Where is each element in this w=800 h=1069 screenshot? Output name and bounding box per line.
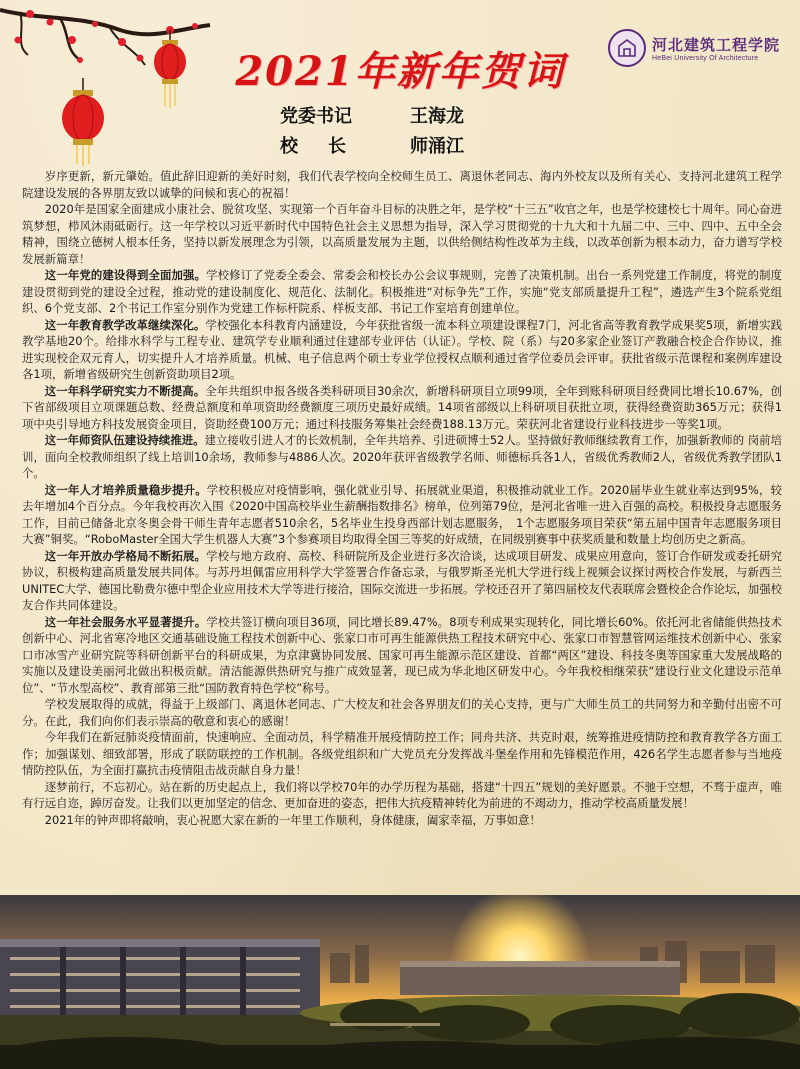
paragraph-text: 学校积极应对疫情影响，强化就业引导、拓展就业渠道，积极推动就业工作。2020届毕业生就业率达到95%，较去年增加4个百分点。今年我校再次入围《2020中国高校毕业生薪酬指数排名》榜单，位列第79位，是河北省唯一进入百强的高校。积极投身志愿服务工作，目前已储备北京冬奥会骨干师生青年志愿者510余名，5名毕业生投身西部计划志愿服务， 1个志愿服务项目荣获“第五届中国青年志愿服务项目大赛”铜奖。“RoboMaster全国大学生机器人大赛”3个参赛项目均取得全国三等奖的好成绩，在同级别赛事中获奖质量和数量上均创历史之新高。 <box>22 482 782 546</box>
paragraph: 2021年的钟声即将敲响，衷心祝愿大家在新的一年里工作顺利，身体健康，阖家幸福，万事如意！ <box>44 812 541 827</box>
lantern-icon <box>150 30 190 110</box>
paragraph <box>22 317 782 383</box>
paragraph-text: 学校共签订横向项目36项，同比增长89.47%。8项专利成果实现转化，同比增长60%。依托河北省储能供热技术创新中心、河北省寒冷地区交通基础设施工程技术创新中心、张家口市可再生能源供热工程技术研究中心、张家口市智慧管网运维技术创新中心、张家口市冰雪产业研究院等科研创新平台的科研成果，为京津冀协同发展、国家可再生能源示范区建设、首都“两区”建设、科技冬奥等国家重大发展战略的实施以及建设美丽河北做出积极贡献。清洁能源供热研究与推广成效显著，现已成为华北地区研发中心。今年我校相继荣获“建设行业文化建设示范单位”、“节水型高校”、教育部第三批“国防教育特色学校”称号。 <box>22 614 782 695</box>
signer-name: 王海龙 <box>410 106 464 127</box>
signer-president <box>280 130 540 160</box>
paragraph-text: 全年共组织申报各级各类科研项目30余次，新增科研项目立项99项，全年到账科研项目经费同比增长10.67%，创下省部级项目立项课题总数、经费总额度和单项资助经费额度三项历史最好成绩。14项省部级以上科研项目获批立项，获得经费资助365万元；获得1项中央引导地方科技发展资金项目，资助经费100万元；通过科技服务筹集社会经费188.13万元。荣获河北省建设行业科技进步一等奖1项。 <box>22 383 782 431</box>
paragraph-text: 学校强化本科教育内涵建设，今年获批省级一流本科立项建设课程7门，河北省高等教育教学成果奖5项，新增实践教学基地20个。给排水科学与工程专业、建筑学专业顺利通过住建部专业评估（认证）。学校、院（系）与20多家企业签订产教融合校企合作协议，推进实现校企双元育人，切实提升人才培养质量。机械、电子信息两个硕士专业学位授权点顺利通过省学位委员会评审。获批省级示范课程和案例库建设各1项，新增省级研究生创新资助项目2项。 <box>22 317 782 381</box>
page-title: 2021年新年贺词 <box>235 48 565 95</box>
paragraph <box>22 383 782 433</box>
signer-party-secretary <box>280 100 540 130</box>
paragraph-lead: 这一年党的建设得到全面加强。 <box>44 268 207 282</box>
paragraph-lead: 这一年师资队伍建设持续推进。 <box>44 433 205 447</box>
paragraph <box>22 548 782 614</box>
paragraph-lead: 这一年人才培养质量稳步提升。 <box>44 482 207 497</box>
paragraph-text: 学校与地方政府、高校、科研院所及企业进行多次洽谈，达成项目研发、成果应用意向，签订合作研发或委托研究协议，积极构建高质量发展共同体。与苏丹坦佩雷应用科学大学签署合作备忘录，与俄罗斯圣光机大学进行线上视频会议探讨两校合作发展，与新西兰UNITEC大学、德国比勒费尔德中型企业应用技术大学等进行接洽，国际交流进一步拓展。学校还召开了第四届校友代表联席会暨校企合作论坛，加强校友合作共同体建设。 <box>22 548 782 612</box>
plum-branch-icon <box>0 0 230 160</box>
paragraph-lead: 这一年教育教学改革继续深化。 <box>44 317 206 332</box>
paragraph-lead: 这一年开放办学格局不断拓展。 <box>44 548 207 563</box>
paragraph: 逐梦前行，不忘初心。站在新的历史起点上，我们将以学校70年的办学历程为基础，搭建“十四五”规划的美好愿景。不驰于空想，不骛于虚声，唯有行远自迩，踔厉奋发。让我们以更加坚定的信念、更加奋进的姿态，把伟大抗疫精神转化为前进的不竭动力，推动学校高质量发展！ <box>22 779 782 810</box>
paragraph <box>22 432 782 482</box>
signer-name: 师涌江 <box>410 136 464 157</box>
paragraph: 2020年是国家全面建成小康社会、脱贫攻坚、实现第一个百年奋斗目标的决胜之年，是学校“十三五”收官之年，也是学校建校七十周年。同心奋进筑梦想，栉风沐雨砥砺行。这一年学校以习近平新时代中国特色社会主义思想为指导，深入学习贯彻党的十九大和十九届二中、三中、四中、五中全会精神，围绕立德树人根本任务，坚持以新发展理念为引领，以高质量发展为主题，以供给侧结构性改革为主线，以改革创新为根本动力，奋力谱写学校发展新篇章！ <box>22 202 782 266</box>
logo-chinese-name: 河北建筑工程学院 <box>652 36 781 54</box>
paragraph: 今年我们在新冠肺炎疫情面前，快速响应、全面动员，科学精准开展疫情防控工作；同舟共济、共克时艰，统筹推进疫情防控和教育教学各方面工作；加强谋划、细致部署，形成了联防联控的工作机制。各级党组织和广大党员充分发挥战斗堡垒作用和先锋模范作用，426名学生志愿者参与当地疫情防控队伍，为全面打赢抗击疫情阻击战贡献自身力量！ <box>22 730 782 777</box>
paragraph-text: 建立接收引进人才的长效机制，全年共培养、引进硕博士52人。坚持做好教师继续教育工作，加强新教师的 岗前培训，面向全校教师组织了线上培训10余场，教师参与4886人次。2020年获评省级教学名师、师德标兵各1人，省级优秀教师2人，省级优秀教学团队1个。 <box>22 433 782 480</box>
paragraph-text: 学校修订了党委全委会、常委会和校长办公会议事规则，完善了决策机制。出台一系列党建工作制度，将党的制度建设贯彻到党的建设全过程，推动党的建设制度化、规范化、法制化。积极推进“对标争先”工作，实施“党支部质量提升工程”，遴选产生3个院系党组织、6个党支部、2个书记工作室分别作为党建工作标杆院系、样板支部、书记工作室培育创建单位。 <box>22 268 782 315</box>
paragraph <box>22 482 782 548</box>
signer-role: 校长 <box>280 136 376 157</box>
paragraph <box>22 614 782 697</box>
logo-text <box>652 34 780 62</box>
school-seal-icon <box>608 29 646 67</box>
letter-body <box>22 168 782 828</box>
signers <box>280 100 540 160</box>
signer-role: 党委书记 <box>280 106 352 127</box>
paragraph-lead: 这一年社会服务水平显著提升。 <box>44 614 207 629</box>
paragraph: 岁序更新，新元肇始。值此辞旧迎新的美好时刻，我们代表学校向全校师生员工、离退休老同志、海内外校友以及所有关心、支持河北建筑工程学院建设发展的各界朋友致以诚挚的问候和衷心的祝福！ <box>22 169 782 200</box>
lantern-icon <box>58 78 108 168</box>
campus-sunset-photo <box>0 895 800 1069</box>
paragraph: 学校发展取得的成就，得益于上级部门、离退休老同志、广大校友和社会各界朋友们的关心支持，更与广大师生员工的共同努力和辛勤付出密不可分。在此，我们向你们表示崇高的敬意和衷心的感谢！ <box>22 697 782 728</box>
paragraph-lead: 这一年科学研究实力不断提高。 <box>44 383 206 398</box>
logo-english-name: HeBei University Of Architecture <box>652 55 759 62</box>
school-logo <box>608 28 788 68</box>
paragraph <box>22 267 782 317</box>
